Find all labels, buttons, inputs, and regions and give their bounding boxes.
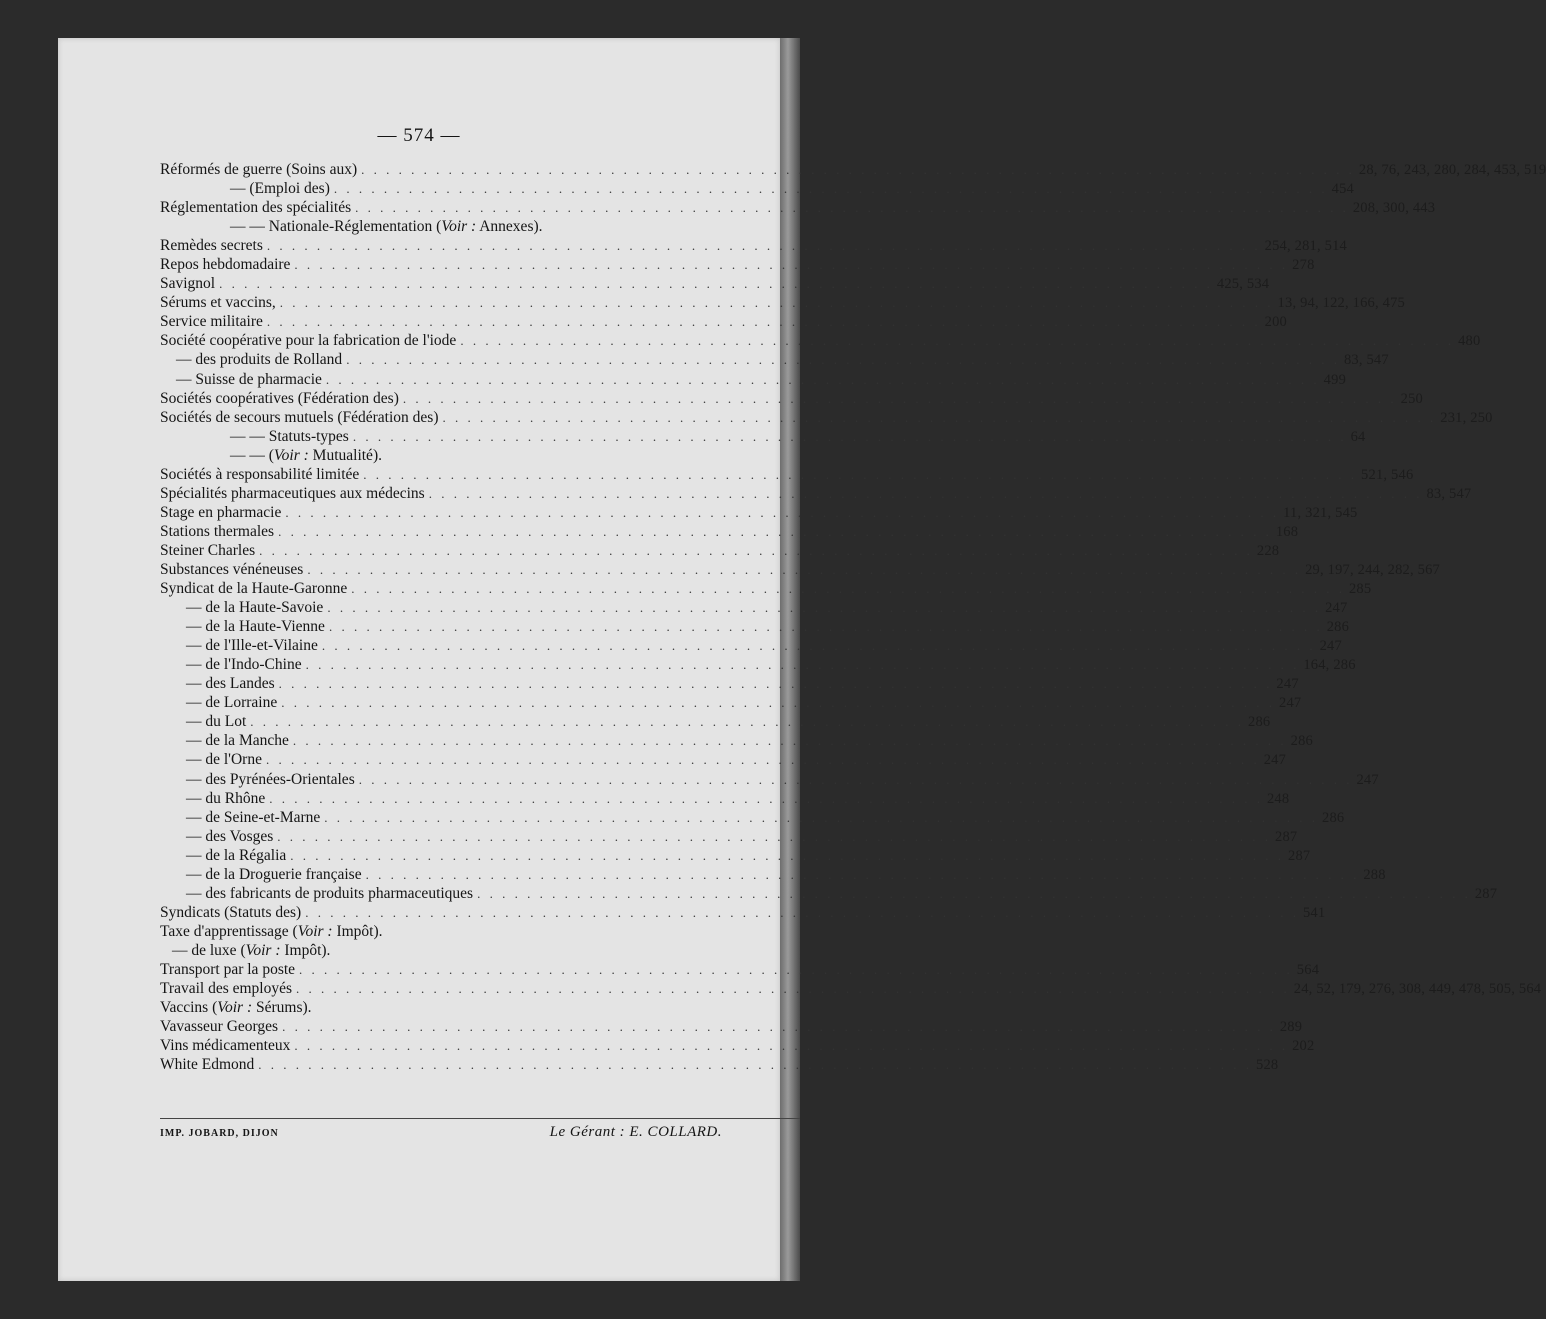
dot-leader: . . . . . . . . . . . . . . . . . . . . . . . . . . . . . . . . . . . . . . . . . . . . . . . . . . . . . . . . . . . . . . . . . . . . . . . . . . . . . . . .: [258, 1057, 1253, 1073]
entry-term: [160, 846, 286, 865]
entry-pages: 286: [1290, 733, 1313, 750]
entry-pages: 28, 76, 243, 280, 284, 453, 519: [1358, 162, 1546, 178]
dot-leader: . . . . . . . . . . . . . . . . . . . . . . . . . . . . . . . . . . . . . . . . . . . . . . . . . . . . . . . . . . . . . . . . . . . . . . . . . . . . . . . .: [294, 257, 1289, 273]
entry-term: [160, 236, 263, 255]
index-entry: [160, 236, 1347, 255]
term-text: Transport par la poste: [160, 960, 296, 978]
entry-term: [160, 731, 289, 750]
index-entry: [160, 312, 1287, 331]
index-entry: [160, 903, 1326, 922]
entry-pages: 541: [1302, 904, 1326, 921]
see-reference: Voir :: [273, 446, 309, 464]
entry-pages: 29, 197, 244, 282, 567: [1305, 561, 1440, 578]
term-text: Syndicats (Statuts des): [160, 903, 302, 921]
index-entry: [160, 350, 1389, 369]
index-entries: [160, 160, 1546, 1074]
entry-term: [160, 998, 312, 1017]
entry-pages: 164, 286: [1303, 657, 1356, 674]
index-entry: [160, 617, 1350, 636]
entry-term: [160, 789, 265, 808]
entry-pages: 247: [1263, 752, 1287, 769]
entry-term: [160, 274, 215, 293]
index-entry: [160, 731, 1313, 750]
entry-term: [160, 922, 383, 941]
term-text: — des Vosges: [186, 827, 274, 845]
term-text: Substances vénéneuses: [160, 560, 304, 578]
printer-imprint: IMP. JOBARD, DIJON: [160, 1128, 279, 1139]
index-entry: [160, 960, 1320, 979]
index-entry: [160, 827, 1298, 846]
entry-term: [160, 903, 301, 922]
entry-term: [160, 446, 382, 465]
term-text: — — Nationale-Réglementation (: [230, 218, 442, 236]
entry-term: [160, 979, 292, 998]
term-text: — de la Droguerie française: [186, 865, 362, 883]
entry-pages: 248: [1266, 790, 1290, 807]
term-text: — des produits de Rolland: [176, 351, 343, 369]
dot-leader: . . . . . . . . . . . . . . . . . . . . . . . . . . . . . . . . . . . . . . . . . . . . . . . . . . . . . . . . . . . . . . . . . . . . . . . . . . . . . . . .: [278, 676, 1273, 692]
index-entry: [160, 1017, 1303, 1036]
index-entry: [160, 560, 1440, 579]
index-entry: [160, 750, 1287, 769]
index-entry: [160, 808, 1345, 827]
term-text: — de Seine-et-Marne: [186, 808, 321, 826]
entry-term: [160, 941, 330, 960]
entry-pages: 168: [1275, 523, 1299, 540]
index-entry: [160, 636, 1342, 655]
dot-leader: . . . . . . . . . . . . . . . . . . . . . . . . . . . . . . . . . . . . . . . . . . . . . . . . . . . . . . . . . . . . . . . . . . . . . . . . . . . . . . . .: [358, 771, 1353, 787]
entry-term: [160, 160, 357, 179]
index-entry: [160, 846, 1311, 865]
entry-pages: 24, 52, 179, 276, 308, 449, 478, 505, 564: [1293, 981, 1542, 998]
entry-pages: 247: [1325, 600, 1348, 617]
term-text: Vaccins (: [160, 999, 218, 1017]
dot-leader: . . . . . . . . . . . . . . . . . . . . . . . . . . . . . . . . . . . . . . . . . . . . . . . . . . . . . . . . . . . . . . . . . . . . . . . . . . . . . . . .: [333, 181, 1328, 197]
term-text: Savignol: [160, 275, 216, 293]
term-text: — de la Haute-Savoie: [186, 599, 324, 617]
entry-pages: 528: [1256, 1057, 1279, 1074]
dot-leader: . . . . . . . . . . . . . . . . . . . . . . . . . . . . . . . . . . . . . . . . . . . . . . . . . . . . . . . . . . . . . . . . . . . . . . . . . . . . . . . .: [305, 657, 1300, 673]
page-number: — 574 —: [377, 125, 461, 146]
see-reference: Voir :: [297, 922, 333, 940]
entry-term: [160, 465, 359, 484]
entry-pages: 286: [1322, 809, 1345, 826]
entry-term: [160, 255, 290, 274]
term-text: Sérums).: [252, 999, 312, 1017]
entry-pages: 202: [1292, 1038, 1315, 1055]
term-text: Syndicat de la Haute-Garonne: [160, 580, 348, 598]
term-text: Mutualité).: [308, 446, 382, 464]
index-entry: [160, 655, 1356, 674]
index-entry: [160, 503, 1358, 522]
entry-pages: 247: [1279, 695, 1302, 712]
term-text: Repos hebdomadaire: [160, 256, 291, 274]
entry-term: [160, 827, 273, 846]
dot-leader: . . . . . . . . . . . . . . . . . . . . . . . . . . . . . . . . . . . . . . . . . . . . . . . . . . . . . . . . . . . . . . . . . . . . . . . . . . . . . . . .: [219, 276, 1213, 292]
entry-term: [160, 693, 277, 712]
index-entry: [160, 331, 1481, 350]
term-text: — de l'Orne: [186, 751, 262, 769]
term-text: — Suisse de pharmacie: [176, 370, 322, 388]
term-text: Stations thermales: [160, 522, 275, 540]
term-text: — des Pyrénées-Orientales: [186, 770, 355, 788]
index-entry: [160, 217, 800, 236]
index-entry: [160, 370, 1347, 389]
entry-term: [160, 770, 355, 789]
entry-pages: 247: [1276, 676, 1299, 693]
dot-leader: . . . . . . . . . . . . . . . . . . . . . . . . . . . . . . . . . . . . . . . . . . . . . . . . . . . . . . . . . . . . . . . . . . . . . . . . . . . . . . . .: [402, 390, 1397, 406]
dot-leader: . . . . . . . . . . . . . . . . . . . . . . . . . . . . . . . . . . . . . . . . . . . . . . . . . . . . . . . . . . . . . . . . . . . . . . . . . . . . . . . .: [250, 714, 1245, 730]
term-text: White Edmond: [160, 1056, 255, 1074]
entry-term: [160, 617, 325, 636]
index-entry: [160, 1036, 1315, 1055]
dot-leader: . . . . . . . . . . . . . . . . . . . . . . . . . . . . . . . . . . . . . . . . . . . . . . . . . . . . . . . . . . . . . . . . . . . . . . . . . . . . . . . .: [428, 485, 1423, 501]
entry-term: [160, 331, 456, 350]
entry-pages: 521, 546: [1361, 466, 1414, 483]
term-text: — de la Manche: [186, 732, 289, 750]
see-reference: Voir :: [217, 999, 253, 1017]
entry-pages: 480: [1458, 333, 1481, 350]
dot-leader: . . . . . . . . . . . . . . . . . . . . . . . . . . . . . . . . . . . . . . . . . . . . . . . . . . . . . . . . . . . . . . . . . . . . . . . . . . . . . . . .: [277, 828, 1272, 844]
term-text: Steiner Charles: [160, 541, 256, 559]
dot-leader: . . . . . . . . . . . . . . . . . . . . . . . . . . . . . . . . . . . . . . . . . . . . . . . . . . . . . . . . . . . . . . . . . . . . . . . . . . . . . . . .: [365, 866, 1360, 882]
entry-term: [160, 598, 323, 617]
entry-term: [160, 484, 425, 503]
dot-leader: . . . . . . . . . . . . . . . . . . . . . . . . . . . . . . . . . . . . . . . . . . . . . . . . . . . . . . . . . . . . . . . . . . . . . . . . . . . . . . . .: [266, 314, 1261, 330]
index-entry: [160, 179, 1354, 198]
term-text: Spécialités pharmaceutiques aux médecins: [160, 484, 425, 502]
index-entry: [160, 884, 1498, 903]
entry-pages: 228: [1256, 542, 1280, 559]
entry-pages: 288: [1363, 866, 1386, 883]
term-text: Impôt).: [332, 922, 383, 940]
term-text: Sociétés coopératives (Fédération des): [160, 389, 399, 407]
entry-pages: 289: [1279, 1019, 1303, 1036]
index-entry: [160, 484, 1472, 503]
dot-leader: . . . . . . . . . . . . . . . . . . . . . . . . . . . . . . . . . . . . . . . . . . . . . . . . . . . . . . . . . . . . . . . . . . . . . . . . . . . . . . . .: [292, 733, 1287, 749]
entry-term: [160, 960, 295, 979]
term-text: — de l'Indo-Chine: [186, 656, 302, 674]
entry-term: [160, 198, 351, 217]
entry-term: [160, 389, 399, 408]
manager-signature: Le Gérant : E. COLLARD.: [549, 1124, 722, 1140]
entry-term: [160, 636, 318, 655]
entry-term: [160, 865, 362, 884]
term-text: Réformés de guerre (Soins aux): [160, 161, 358, 178]
index-entry: [160, 941, 800, 960]
index-entry: [160, 389, 1423, 408]
dot-leader: . . . . . . . . . . . . . . . . . . . . . . . . . . . . . . . . . . . . . . . . . . . . . . . . . . . . . . . . . . . . . . . . . . . . . . . . . . . . . . . .: [294, 1038, 1289, 1054]
index-entry: [160, 674, 1299, 693]
entry-pages: 287: [1288, 847, 1311, 864]
entry-term: [160, 541, 255, 560]
term-text: Vavasseur Georges: [160, 1018, 279, 1036]
entry-term: [160, 712, 246, 731]
footer-rule: [160, 1118, 800, 1119]
entry-pages: 250: [1400, 390, 1423, 407]
entry-pages: 278: [1292, 257, 1315, 274]
entry-pages: 83, 547: [1343, 352, 1389, 369]
entry-pages: 11, 321, 545: [1283, 504, 1358, 521]
entry-term: [160, 674, 275, 693]
term-text: — — (: [230, 446, 274, 464]
index-entry: [160, 274, 1270, 293]
dot-leader: . . . . . . . . . . . . . . . . . . . . . . . . . . . . . . . . . . . . . . . . . . . . . . . . . . . . . . . . . . . . . . . . . . . . . . . . . . . . . . . .: [321, 638, 1316, 654]
index-entry: [160, 579, 1372, 598]
see-reference: Voir :: [245, 941, 281, 959]
dot-leader: . . . . . . . . . . . . . . . . . . . . . . . . . . . . . . . . . . . . . . . . . . . . . . . . . . . . . . . . . . . . . . . . . . . . . . . . . . . . . . . .: [346, 352, 1340, 368]
term-text: — de la Régalia: [186, 846, 287, 864]
term-text: Sociétés à responsabilité limitée: [160, 465, 360, 483]
dot-leader: . . . . . . . . . . . . . . . . . . . . . . . . . . . . . . . . . . . . . . . . . . . . . . . . . . . . . . . . . . . . . . . . . . . . . . . . . . . . . . . .: [282, 1019, 1276, 1035]
dot-leader: . . . . . . . . . . . . . . . . . . . . . . . . . . . . . . . . . . . . . . . . . . . . . . . . . . . . . . . . . . . . . . . . . . . . . . . . . . . . . . . .: [278, 523, 1272, 539]
index-entry: [160, 922, 800, 941]
term-text: Réglementation des spécialités: [160, 199, 352, 217]
term-text: Service militaire: [160, 313, 263, 331]
index-entry: [160, 979, 1542, 998]
index-entry: [160, 293, 1405, 312]
term-text: — de la Haute-Vienne: [186, 618, 325, 636]
entry-pages: 208, 300, 443: [1352, 200, 1436, 217]
term-text: Sociétés de secours mutuels (Fédération des): [160, 408, 439, 426]
entry-pages: 454: [1331, 181, 1354, 198]
dot-leader: . . . . . . . . . . . . . . . . . . . . . . . . . . . . . . . . . . . . . . . . . . . . . . . . . . . . . . . . . . . . . . . . . . . . . . . . . . . . . . . .: [307, 561, 1302, 577]
dot-leader: . . . . . . . . . . . . . . . . . . . . . . . . . . . . . . . . . . . . . . . . . . . . . . . . . . . . . . . . . . . . . . . . . . . . . . . . . . . . . . . .: [327, 600, 1322, 616]
dot-leader: . . . . . . . . . . . . . . . . . . . . . . . . . . . . . . . . . . . . . . . . . . . . . . . . . . . . . . . . . . . . . . . . . . . . . . . . . . . . . . . .: [296, 981, 1290, 997]
entry-term: [160, 1055, 254, 1074]
entry-term: [160, 655, 302, 674]
term-text: — — Statuts-types: [230, 427, 349, 445]
entry-term: [160, 1017, 278, 1036]
term-text: Vins médicamenteux: [160, 1037, 291, 1055]
dot-leader: . . . . . . . . . . . . . . . . . . . . . . . . . . . . . . . . . . . . . . . . . . . . . . . . . . . . . . . . . . . . . . . . . . . . . . . . . . . . . . . .: [442, 409, 1437, 425]
dot-leader: . . . . . . . . . . . . . . . . . . . . . . . . . . . . . . . . . . . . . . . . . . . . . . . . . . . . . . . . . . . . . . . . . . . . . . . . . . . . . . . .: [328, 619, 1323, 635]
term-text: Sérums et vaccins,: [160, 294, 276, 312]
dot-leader: . . . . . . . . . . . . . . . . . . . . . . . . . . . . . . . . . . . . . . . . . . . . . . . . . . . . . . . . . . . . . . . . . . . . . . . . . . . . . . . .: [305, 904, 1299, 920]
term-text: — des Landes: [186, 675, 275, 693]
dot-leader: . . . . . . . . . . . . . . . . . . . . . . . . . . . . . . . . . . . . . . . . . . . . . . . . . . . . . . . . . . . . . . . . . . . . . . . . . . . . . . . .: [285, 504, 1280, 520]
entry-pages: 285: [1348, 581, 1372, 598]
entry-pages: 287: [1275, 828, 1298, 845]
index-entry: [160, 255, 1315, 274]
index-entry: [160, 865, 1386, 884]
term-text: — de luxe (: [172, 941, 246, 959]
index-entry: [160, 160, 1546, 179]
index-entry: [160, 770, 1379, 789]
entry-term: [160, 370, 322, 389]
term-text: — du Rhône: [186, 789, 266, 807]
entry-term: [160, 750, 262, 769]
entry-pages: 287: [1474, 885, 1498, 902]
entry-term: [160, 808, 320, 827]
dot-leader: . . . . . . . . . . . . . . . . . . . . . . . . . . . . . . . . . . . . . . . . . . . . . . . . . . . . . . . . . . . . . . . . . . . . . . . . . . . . . . . .: [265, 752, 1260, 768]
index-entry: [160, 598, 1348, 617]
entry-term: [160, 293, 276, 312]
term-text: Société coopérative pour la fabrication de l'iode: [160, 332, 457, 350]
dot-leader: . . . . . . . . . . . . . . . . . . . . . . . . . . . . . . . . . . . . . . . . . . . . . . . . . . . . . . . . . . . . . . . . . . . . . . . . . . . . . . . .: [363, 466, 1358, 482]
dot-leader: . . . . . . . . . . . . . . . . . . . . . . . . . . . . . . . . . . . . . . . . . . . . . . . . . . . . . . . . . . . . . . . . . . . . . . . . . . . . . . . .: [279, 295, 1274, 311]
dot-leader: . . . . . . . . . . . . . . . . . . . . . . . . . . . . . . . . . . . . . . . . . . . . . . . . . . . . . . . . . . . . . . . . . . . . . . . . . . . . . . . .: [281, 695, 1275, 711]
index-entry: [160, 408, 1493, 427]
index-entry: [160, 712, 1271, 731]
term-text: — du Lot: [186, 713, 247, 731]
term-text: — (Emploi des): [230, 180, 330, 198]
dot-leader: . . . . . . . . . . . . . . . . . . . . . . . . . . . . . . . . . . . . . . . . . . . . . . . . . . . . . . . . . . . . . . . . . . . . . . . . . . . . . . . .: [324, 809, 1319, 825]
dot-leader: . . . . . . . . . . . . . . . . . . . . . . . . . . . . . . . . . . . . . . . . . . . . . . . . . . . . . . . . . . . . . . . . . . . . . . . . . . . . . . . .: [269, 790, 1263, 806]
term-text: Stage en pharmacie: [160, 503, 282, 521]
dot-leader: . . . . . . . . . . . . . . . . . . . . . . . . . . . . . . . . . . . . . . . . . . . . . . . . . . . . . . . . . . . . . . . . . . . . . . . . . . . . . . . .: [259, 542, 1253, 558]
entry-term: [160, 503, 281, 522]
index-entry: [160, 465, 1414, 484]
dot-leader: . . . . . . . . . . . . . . . . . . . . . . . . . . . . . . . . . . . . . . . . . . . . . . . . . . . . . . . . . . . . . . . . . . . . . . . . . . . . . . . .: [355, 200, 1349, 216]
entry-pages: 247: [1356, 771, 1379, 788]
index-entry: [160, 541, 1280, 560]
entry-term: [160, 179, 330, 198]
entry-term: [160, 408, 439, 427]
index-entry: [160, 427, 1366, 446]
dot-leader: . . . . . . . . . . . . . . . . . . . . . . . . . . . . . . . . . . . . . . . . . . . . . . . . . . . . . . . . . . . . . . . . . . . . . . . . . . . . . . . .: [290, 847, 1285, 863]
dot-leader: . . . . . . . . . . . . . . . . . . . . . . . . . . . . . . . . . . . . . . . . . . . . . . . . . . . . . . . . . . . . . . . . . . . . . . . . . . . . . . . .: [477, 885, 1471, 901]
term-text: Remèdes secrets: [160, 237, 263, 255]
entry-term: [160, 312, 263, 331]
index-entry: [160, 1055, 1279, 1074]
entry-pages: 231, 250: [1440, 409, 1493, 426]
entry-term: [160, 884, 473, 903]
see-reference: Voir :: [441, 218, 477, 236]
dot-leader: . . . . . . . . . . . . . . . . . . . . . . . . . . . . . . . . . . . . . . . . . . . . . . . . . . . . . . . . . . . . . . . . . . . . . . . . . . . . . . . .: [299, 961, 1293, 977]
entry-term: [160, 579, 347, 598]
entry-pages: 13, 94, 122, 166, 475: [1277, 295, 1405, 312]
entry-term: [160, 522, 274, 541]
entry-pages: 254, 281, 514: [1264, 238, 1347, 255]
entry-pages: 499: [1323, 371, 1347, 388]
index-entry: [160, 789, 1290, 808]
entry-pages: 286: [1248, 714, 1271, 731]
entry-pages: 200: [1264, 314, 1287, 331]
term-text: Impôt).: [280, 941, 331, 959]
term-text: — des fabricants de produits pharmaceutiques: [186, 884, 474, 902]
index-entry: [160, 198, 1436, 217]
term-text: — de Lorraine: [186, 694, 278, 712]
entry-term: [160, 427, 349, 446]
entry-pages: 564: [1296, 961, 1320, 978]
term-text: Annexes).: [476, 218, 543, 236]
index-entry: [160, 522, 1299, 541]
index-entry: [160, 446, 800, 465]
dot-leader: . . . . . . . . . . . . . . . . . . . . . . . . . . . . . . . . . . . . . . . . . . . . . . . . . . . . . . . . . . . . . . . . . . . . . . . . . . . . . . . .: [351, 581, 1345, 597]
entry-term: [160, 1036, 290, 1055]
dot-leader: . . . . . . . . . . . . . . . . . . . . . . . . . . . . . . . . . . . . . . . . . . . . . . . . . . . . . . . . . . . . . . . . . . . . . . . . . . . . . . . .: [266, 238, 1261, 254]
index-entry: [160, 998, 800, 1017]
dot-leader: . . . . . . . . . . . . . . . . . . . . . . . . . . . . . . . . . . . . . . . . . . . . . . . . . . . . . . . . . . . . . . . . . . . . . . . . . . . . . . . .: [325, 371, 1320, 387]
term-text: Travail des employés: [160, 980, 293, 998]
dot-leader: . . . . . . . . . . . . . . . . . . . . . . . . . . . . . . . . . . . . . . . . . . . . . . . . . . . . . . . . . . . . . . . . . . . . . . . . . . . . . . . .: [460, 333, 1455, 349]
entry-pages: 83, 547: [1426, 485, 1472, 502]
entry-pages: 64: [1350, 428, 1366, 445]
dot-leader: . . . . . . . . . . . . . . . . . . . . . . . . . . . . . . . . . . . . . . . . . . . . . . . . . . . . . . . . . . . . . . . . . . . . . . . . . . . . . . . .: [352, 428, 1347, 444]
index-page: [58, 38, 1546, 1281]
entry-term: [160, 560, 303, 579]
entry-pages: 425, 534: [1216, 276, 1270, 293]
term-text: Taxe d'apprentissage (: [160, 922, 298, 940]
entry-pages: 247: [1319, 638, 1342, 655]
term-text: — de l'Ille-et-Vilaine: [186, 637, 318, 655]
entry-term: [160, 350, 342, 369]
entry-term: [160, 217, 543, 236]
dot-leader: . . . . . . . . . . . . . . . . . . . . . . . . . . . . . . . . . . . . . . . . . . . . . . . . . . . . . . . . . . . . . . . . . . . . . . . . . . . . . . . .: [361, 162, 1355, 177]
index-entry: [160, 693, 1302, 712]
entry-pages: 286: [1326, 619, 1350, 636]
